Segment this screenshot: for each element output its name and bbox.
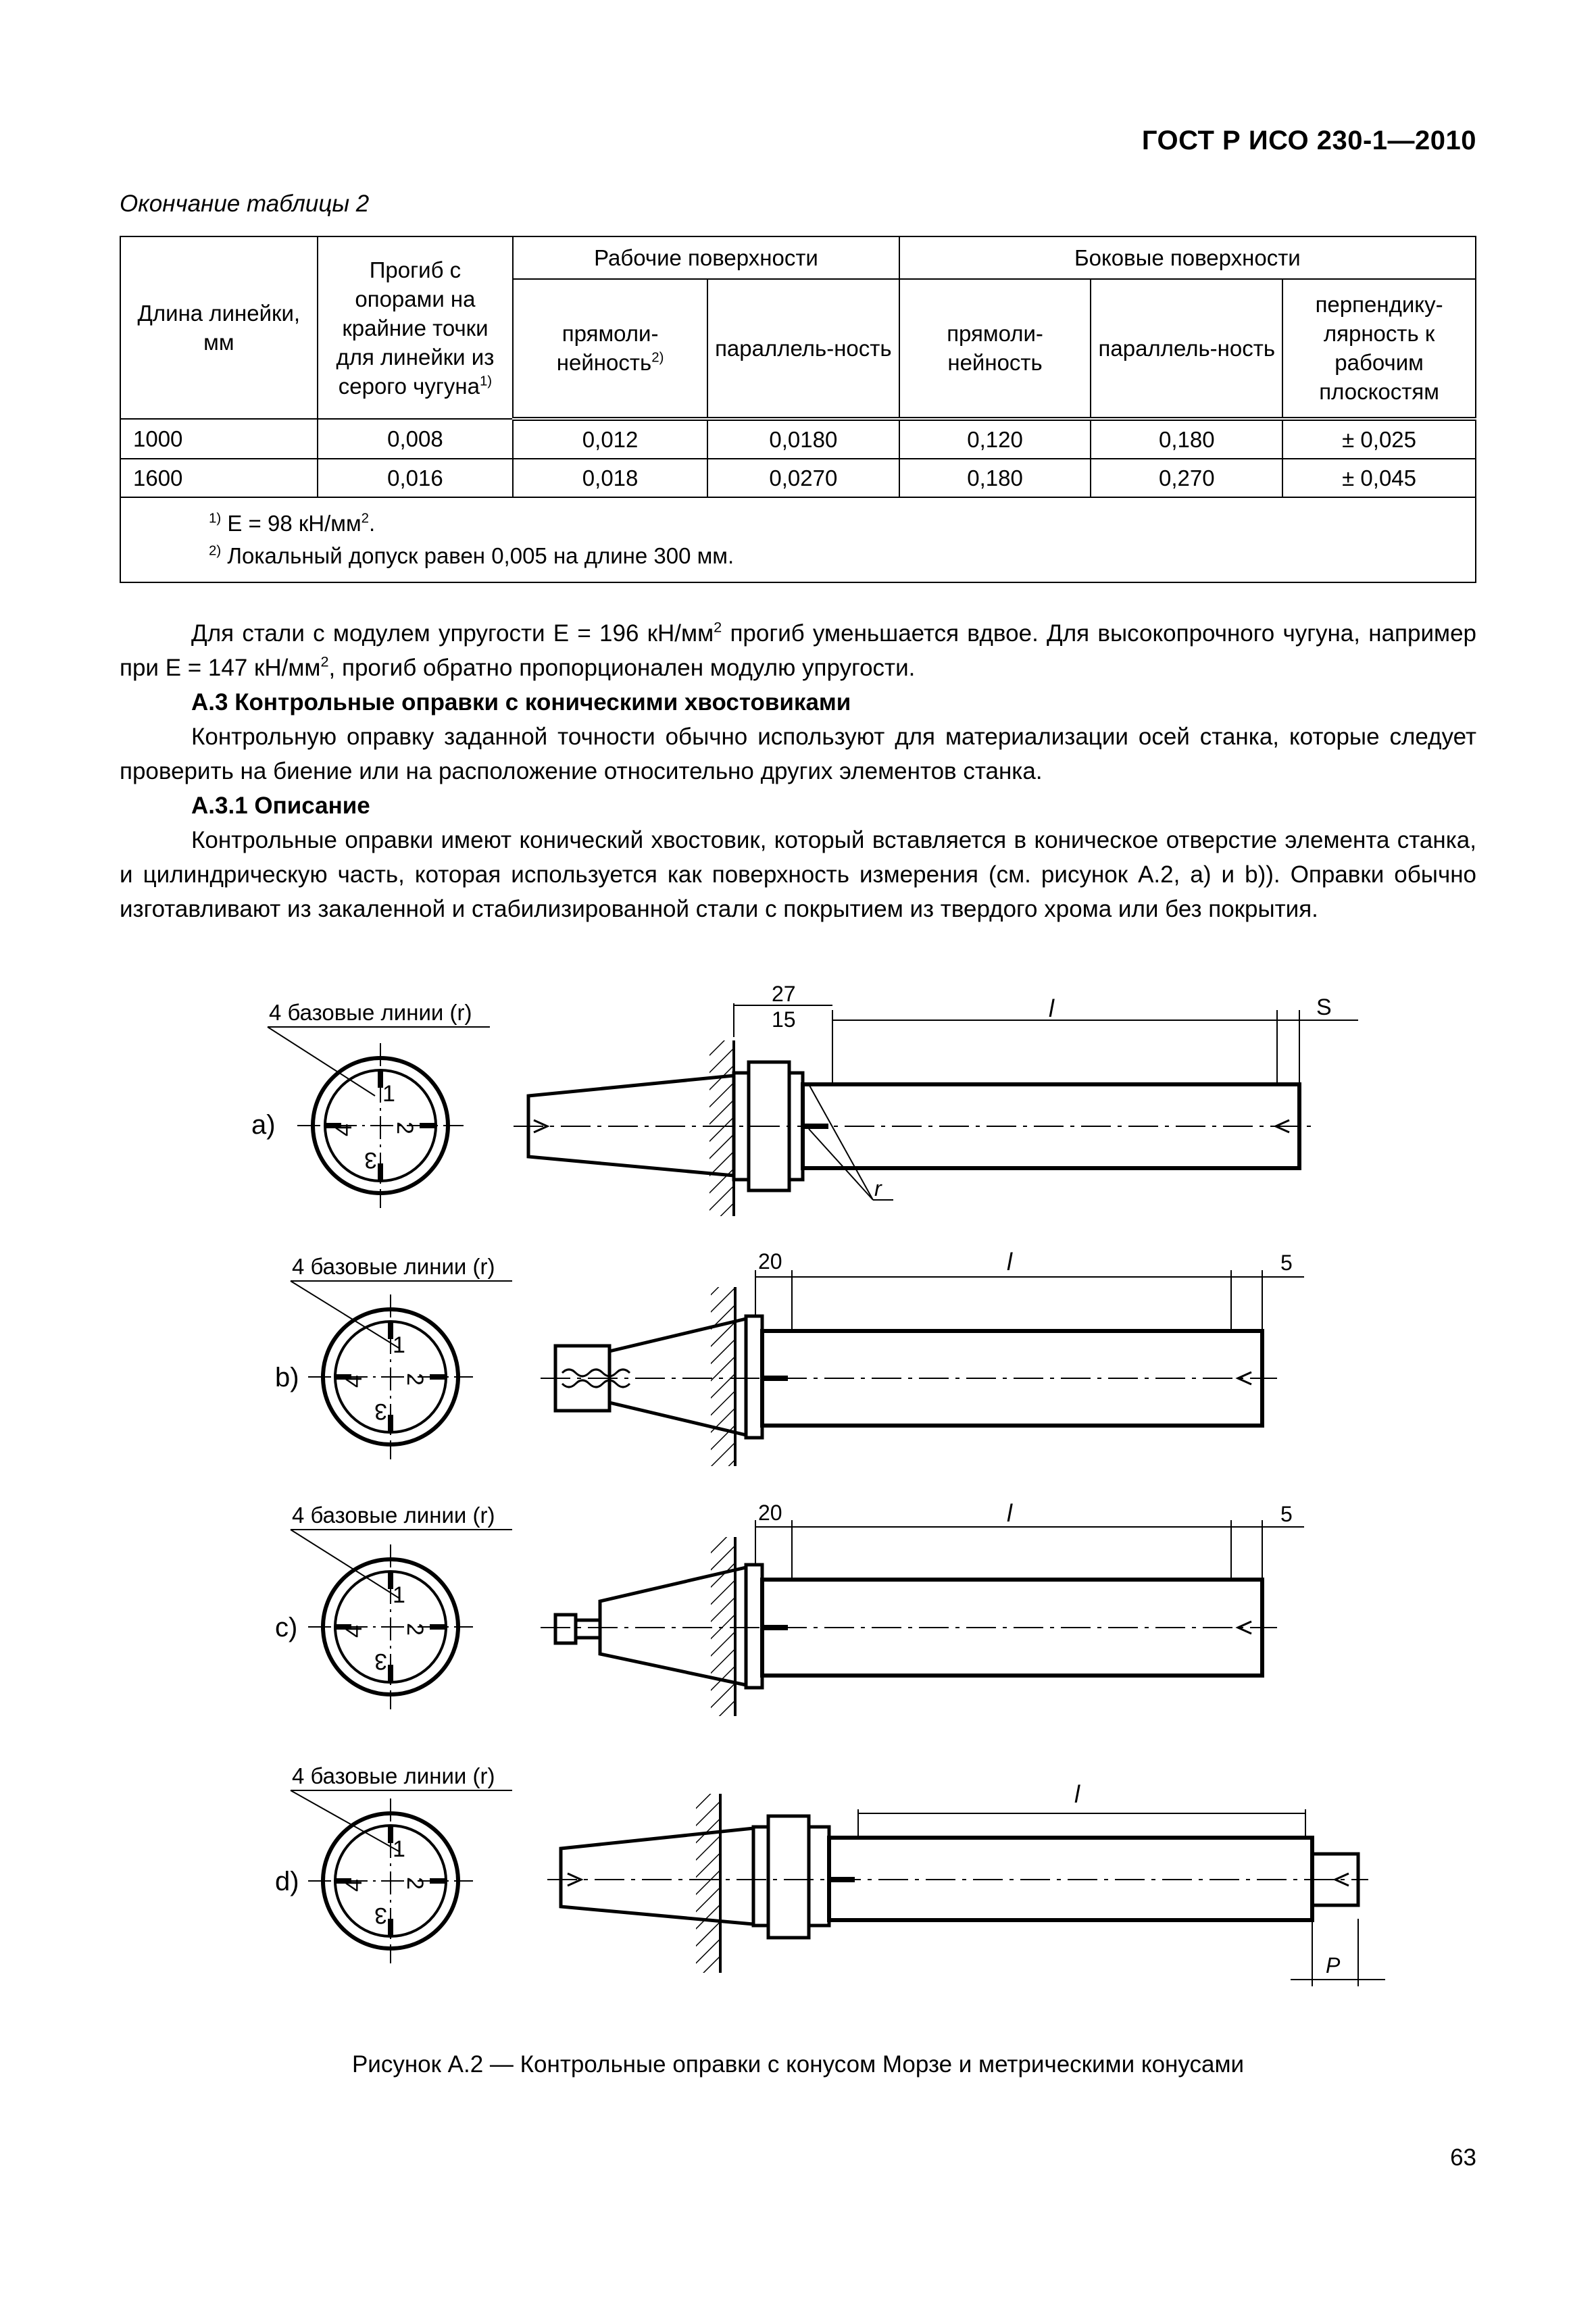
dim-20: 20 <box>758 1249 782 1274</box>
paragraph: Контрольные оправки имеют конический хвостовик, который вставляется в коническое отверстие элемента станка, и цилиндрическую часть, которая используется как поверхность измерения (см. рисунок А.2, а) и b)). Оправки обычно изготавливают из закаленной и стабилизированной стали с покрытием из твердого хрома или без покрытия. <box>120 827 1476 922</box>
table-cell: 1600 <box>120 459 318 497</box>
line-number: 1 <box>393 1582 405 1608</box>
line-number: 2 <box>402 1877 428 1890</box>
paragraph: Для стали с модулем упругости E = 196 $кН/мм^2$ прогиб уменьшается вдвое. Для высокопрочного чугуна, например при E = 147 $кН/мм^2$, прогиб обратно пропорционален модулю упругости. <box>120 618 1476 681</box>
reference-lines-label: 4 базовые линии (r) <box>269 1000 472 1025</box>
line-number: 2 <box>402 1373 428 1386</box>
line-number: 4 <box>331 1124 357 1136</box>
table-footnotes <box>120 497 1476 582</box>
page-number: 63 <box>1450 2144 1476 2171</box>
col-header-deflection: Прогиб с опорами на крайние точки для линейки из серого чугуна$^{1)}$ <box>318 236 514 419</box>
mandrel-d <box>547 1794 1368 1973</box>
table-caption: Окончание таблицы 2 <box>120 191 370 217</box>
line-number: 1 <box>382 1081 395 1107</box>
dim-l: l <box>1007 1499 1012 1527</box>
reference-lines-label: 4 базовые линии (r) <box>292 1763 495 1788</box>
dim-r: r <box>874 1176 882 1201</box>
line-number: 3 <box>374 1399 387 1424</box>
table-cell: 0,018 <box>513 459 707 497</box>
col-header-straightness: прямоли-нейность$^{2)}$ <box>513 279 707 419</box>
table-row <box>120 459 1476 497</box>
table-cell: 0,180 <box>1091 419 1282 459</box>
mandrel-a <box>514 1040 1314 1216</box>
reference-lines-label: 4 базовые линии (r) <box>292 1254 495 1279</box>
col-header-work-surfaces: Рабочие поверхности <box>513 236 899 279</box>
tolerance-table <box>120 236 1476 583</box>
figure-a <box>251 982 1358 1216</box>
paragraph: Контрольную оправку заданной точности обычно используют для материализации осей станка, которые следует проверить на биение или на расположение относительно других элементов станка. <box>120 724 1476 784</box>
table-cell: 0,008 <box>318 419 514 459</box>
section-heading-a3: А.3 Контрольные оправки с коническими хвостовиками <box>191 689 851 715</box>
table-cell: ± 0,025 <box>1282 419 1476 459</box>
dim-5: 5 <box>1280 1502 1293 1526</box>
line-number: 4 <box>341 1879 367 1892</box>
section-heading-a31: А.3.1 Описание <box>191 793 370 819</box>
figure-mandrels <box>0 973 1596 2034</box>
line-number: 4 <box>341 1625 367 1638</box>
footnote-1: $^{1)}$ E = 98 $кН/мм^2$. <box>209 510 376 536</box>
reference-lines-label: 4 базовые линии (r) <box>292 1503 495 1528</box>
figure-b <box>275 1248 1304 1466</box>
line-number: 2 <box>392 1122 418 1134</box>
dimensions-b <box>755 1248 1304 1331</box>
col-header-length: Длина линейки, мм <box>120 236 318 419</box>
table-cell: ± 0,045 <box>1282 459 1476 497</box>
col-header-side-surfaces: Боковые поверхности <box>899 236 1476 279</box>
line-number: 4 <box>341 1375 367 1388</box>
col-header-parallelism-side: параллель-ность <box>1091 279 1282 419</box>
dimensions-d <box>858 1780 1385 1986</box>
document-header: ГОСТ Р ИСО 230-1—2010 <box>1141 126 1476 155</box>
table-cell: 0,270 <box>1091 459 1282 497</box>
dimensions-c <box>755 1499 1304 1580</box>
line-number: 3 <box>364 1147 377 1173</box>
mandrel-b <box>541 1287 1277 1466</box>
table-cell: 0,0270 <box>707 459 899 497</box>
line-number: 3 <box>374 1903 387 1928</box>
dim-s: S <box>1316 995 1332 1020</box>
figure-caption: Рисунок А.2 — Контрольные оправки с конусом Морзе и метрическими конусами <box>351 2051 1245 2078</box>
table-cell: 0,180 <box>899 459 1091 497</box>
table-cell: 0,012 <box>513 419 707 459</box>
dim-15: 15 <box>772 1007 796 1032</box>
table-cell: 0,0180 <box>707 419 899 459</box>
table-row <box>120 419 1476 459</box>
line-number: 1 <box>393 1332 405 1358</box>
table-cell: 0,120 <box>899 419 1091 459</box>
label-a: a) <box>251 1110 276 1140</box>
cross-section-d <box>308 1799 473 1963</box>
cross-section-a <box>297 1043 464 1208</box>
table-cell: 1000 <box>120 419 318 459</box>
label-d: d) <box>275 1867 299 1896</box>
dim-27: 27 <box>772 982 796 1006</box>
line-number: 3 <box>374 1649 387 1674</box>
cross-section-b <box>308 1294 473 1459</box>
figure-c <box>275 1499 1304 1716</box>
table-cell: 0,016 <box>318 459 514 497</box>
footnote-2: $^{2)}$ Локальный допуск равен 0,005 на длине 300 мм. <box>209 543 734 568</box>
line-number: 1 <box>393 1836 405 1862</box>
col-header-perpendicularity: перпендику-лярность к рабочим плоскостям <box>1282 279 1476 419</box>
dim-p: P <box>1326 1953 1341 1978</box>
mandrel-c <box>541 1537 1277 1716</box>
dim-20: 20 <box>758 1501 782 1525</box>
label-c: c) <box>275 1613 298 1642</box>
dim-l: l <box>1007 1248 1012 1276</box>
line-number: 2 <box>402 1623 428 1636</box>
body-text <box>120 616 1476 926</box>
cross-section-c <box>308 1544 473 1709</box>
figure-d <box>275 1763 1385 1986</box>
dim-l: l <box>1049 995 1054 1022</box>
col-header-straightness-side: прямоли-нейность <box>899 279 1091 419</box>
dimensions-a <box>734 982 1358 1084</box>
col-header-parallelism: параллель-ность <box>707 279 899 419</box>
dim-l: l <box>1074 1780 1080 1808</box>
label-b: b) <box>275 1363 299 1392</box>
dim-5: 5 <box>1280 1251 1293 1275</box>
